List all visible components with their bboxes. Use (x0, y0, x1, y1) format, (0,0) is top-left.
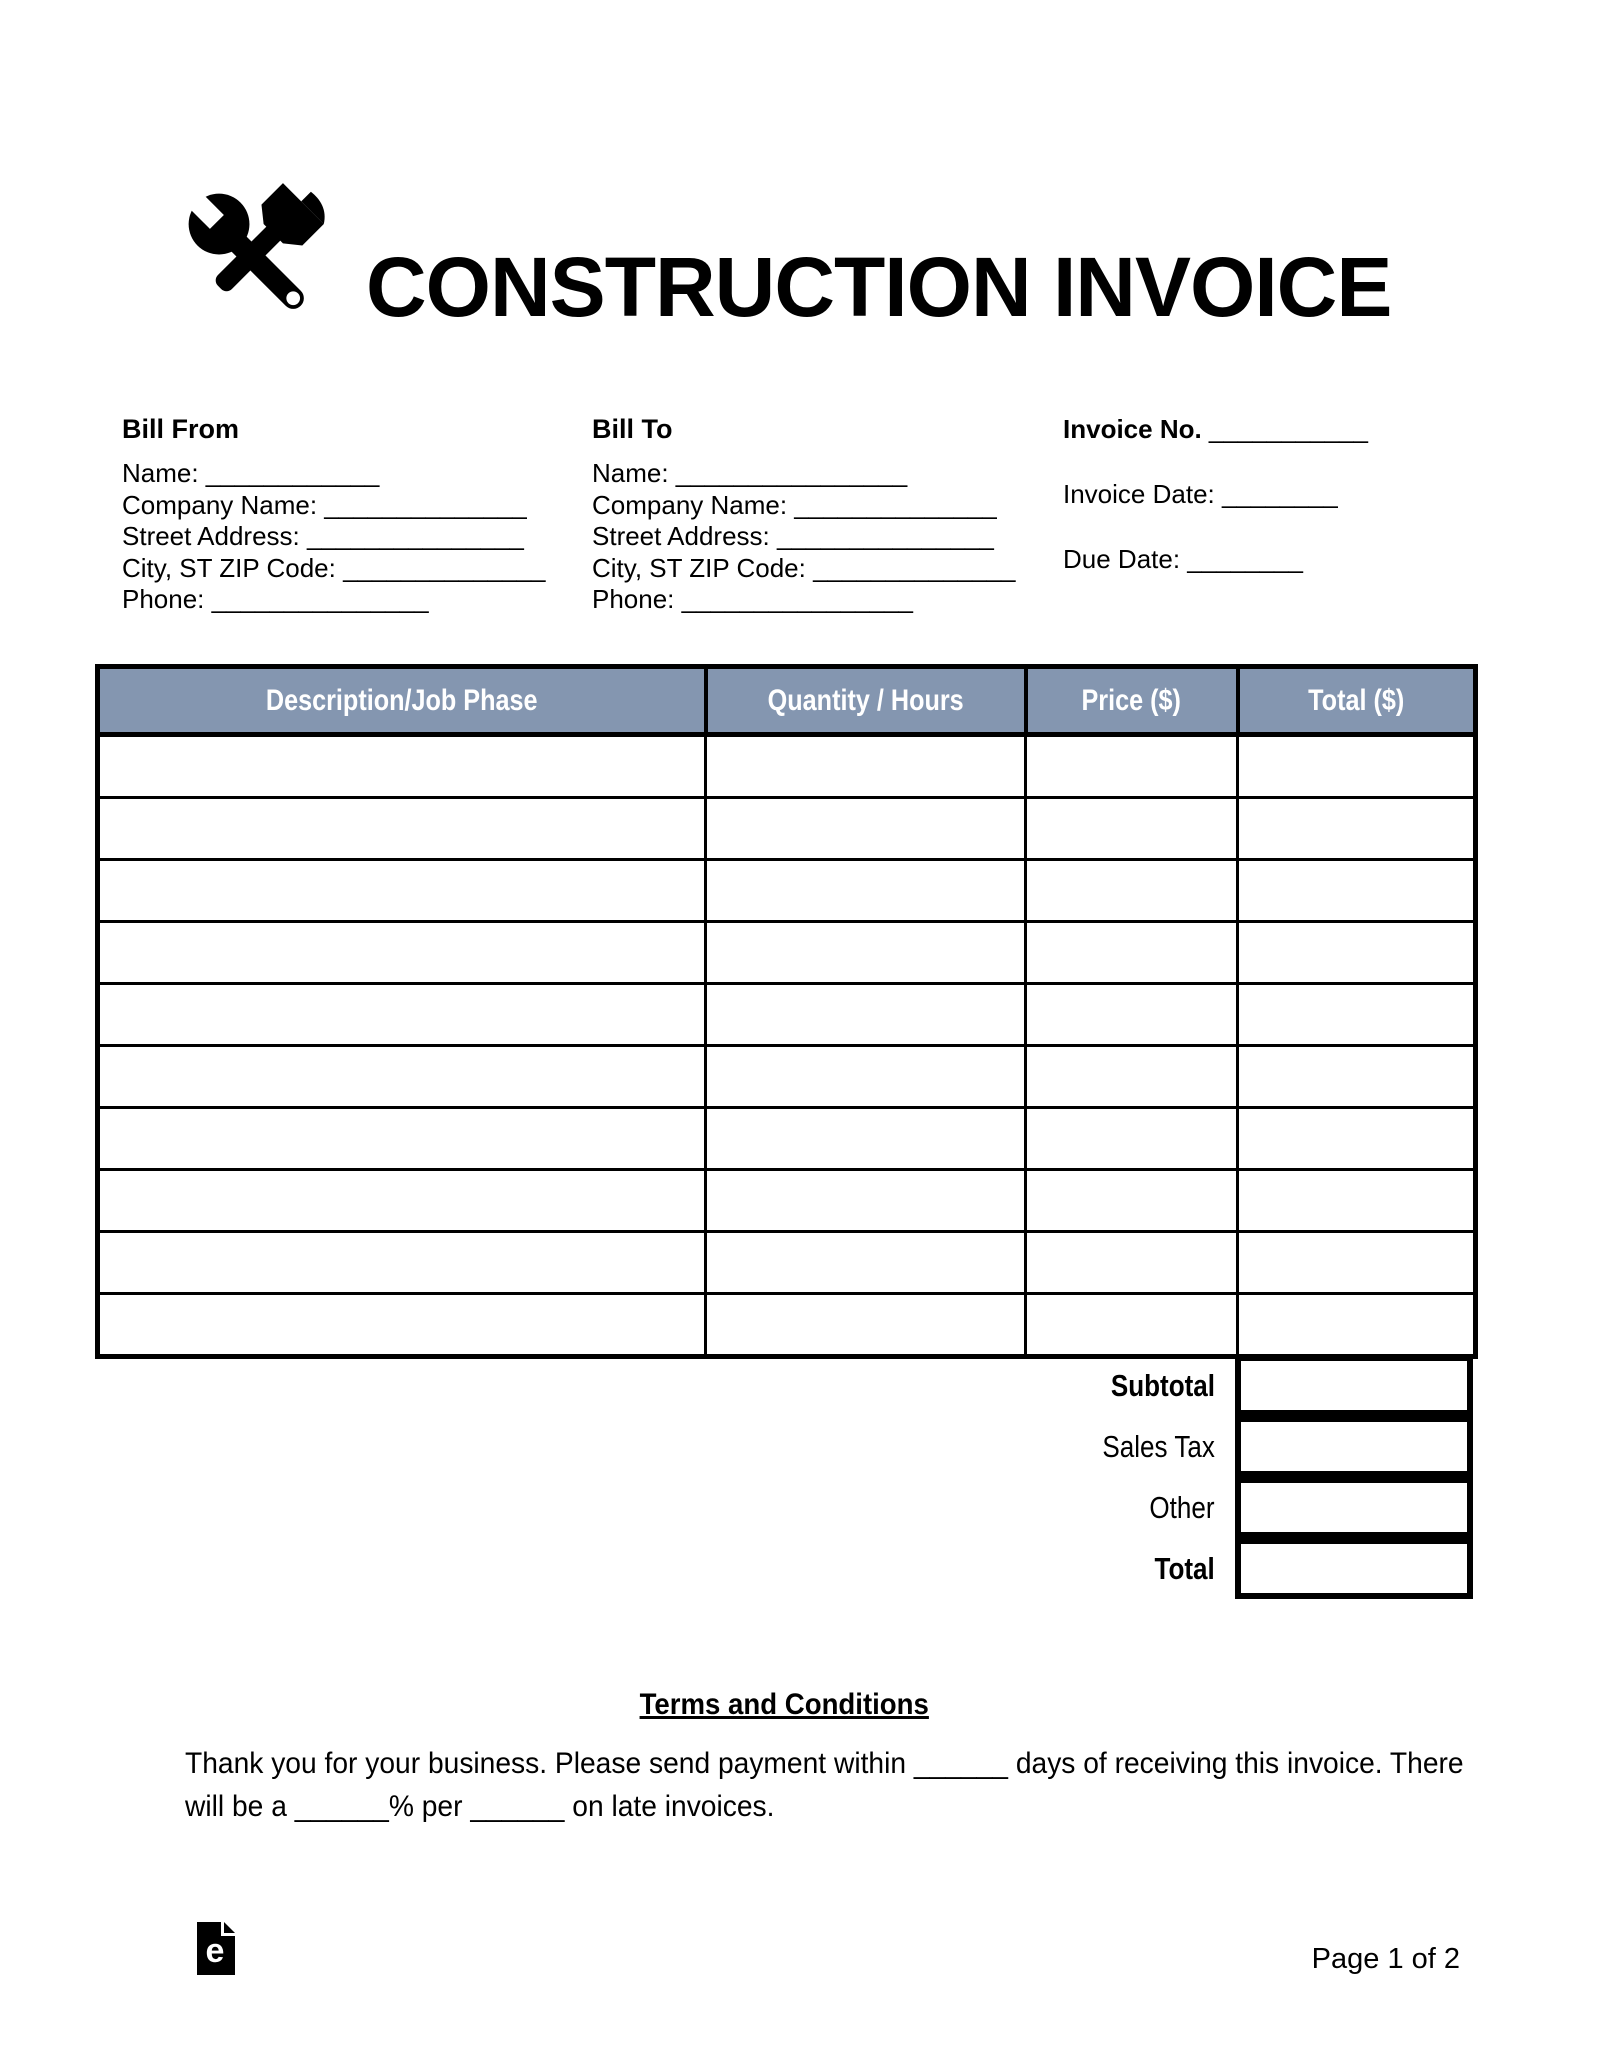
item-cell[interactable] (98, 1294, 706, 1357)
bill-from-company-field[interactable]: Company Name: ______________ (122, 489, 527, 520)
item-row (98, 735, 1476, 798)
item-cell[interactable] (1238, 798, 1476, 860)
item-cell[interactable] (1026, 1170, 1238, 1232)
bill-to-company-field[interactable]: Company Name: ______________ (592, 489, 997, 520)
item-row (98, 1108, 1476, 1170)
item-cell[interactable] (1238, 1046, 1476, 1108)
item-cell[interactable] (1238, 860, 1476, 922)
item-cell[interactable] (706, 798, 1026, 860)
other-value-box[interactable] (1235, 1477, 1473, 1538)
total-label: Total (1154, 1551, 1215, 1586)
item-cell[interactable] (98, 1108, 706, 1170)
item-cell[interactable] (706, 1108, 1026, 1170)
bill-to-section (592, 412, 1016, 616)
subtotal-row (95, 1355, 1473, 1416)
item-cell[interactable] (98, 922, 706, 984)
col-header-description: Description/Job Phase (98, 667, 706, 735)
item-row (98, 1294, 1476, 1357)
subtotal-label: Subtotal (1110, 1368, 1215, 1403)
items-table-header (98, 667, 1476, 735)
bill-to-street-field[interactable]: Street Address: _______________ (592, 521, 994, 551)
item-cell[interactable] (1026, 1294, 1238, 1357)
item-cell[interactable] (98, 1046, 706, 1108)
item-cell[interactable] (706, 1294, 1026, 1357)
item-cell[interactable] (1238, 984, 1476, 1046)
item-row (98, 798, 1476, 860)
bill-from-name-field[interactable]: Name: ____________ (122, 458, 380, 488)
total-row (95, 1538, 1473, 1599)
bill-from-street-field[interactable]: Street Address: _______________ (122, 521, 524, 551)
col-header-total: Total ($) (1238, 667, 1476, 735)
bill-from-phone-field[interactable]: Phone: _______________ (122, 584, 429, 614)
item-cell[interactable] (1238, 735, 1476, 798)
item-cell[interactable] (98, 1232, 706, 1294)
bill-from-city-field[interactable]: City, ST ZIP Code: ______________ (122, 552, 546, 583)
items-table (95, 664, 1478, 1359)
item-row (98, 1170, 1476, 1232)
item-cell[interactable] (98, 798, 706, 860)
items-table-body (98, 735, 1476, 1357)
item-row (98, 922, 1476, 984)
item-cell[interactable] (706, 984, 1026, 1046)
bill-from-heading: Bill From (122, 414, 240, 444)
bill-to-heading: Bill To (592, 414, 673, 444)
hammer-wrench-icon (178, 180, 330, 332)
svg-text:e: e (205, 1932, 225, 1970)
item-cell[interactable] (706, 860, 1026, 922)
invoice-number-label: Invoice No. (1063, 414, 1202, 444)
item-cell[interactable] (1238, 1170, 1476, 1232)
invoice-number-field[interactable] (1063, 412, 1368, 446)
sales-tax-row (95, 1416, 1473, 1477)
col-header-quantity: Quantity / Hours (706, 667, 1026, 735)
item-cell[interactable] (706, 1232, 1026, 1294)
item-cell[interactable] (1026, 984, 1238, 1046)
terms-heading: Terms and Conditions (639, 1688, 929, 1721)
page-indicator: Page 1 of 2 (1311, 1943, 1460, 1975)
item-cell[interactable] (98, 984, 706, 1046)
item-cell[interactable] (706, 922, 1026, 984)
item-row (98, 860, 1476, 922)
invoice-date-field[interactable]: Invoice Date: ________ (1063, 479, 1338, 509)
page-title: CONSTRUCTION INVOICE (366, 240, 1392, 334)
bill-to-phone-field[interactable]: Phone: ________________ (592, 584, 913, 614)
total-value-box[interactable] (1235, 1538, 1473, 1599)
invoice-number-blank[interactable]: ___________ (1201, 414, 1368, 444)
bill-to-city-field[interactable]: City, ST ZIP Code: ______________ (592, 552, 1016, 583)
item-cell[interactable] (1238, 1232, 1476, 1294)
other-row (95, 1477, 1473, 1538)
sales-tax-value-box[interactable] (1235, 1416, 1473, 1477)
subtotal-value-box[interactable] (1235, 1355, 1473, 1416)
item-cell[interactable] (1238, 1294, 1476, 1357)
item-cell[interactable] (1026, 922, 1238, 984)
item-cell[interactable] (1026, 860, 1238, 922)
invoice-meta-section (1063, 412, 1368, 607)
eforms-document-icon (197, 1922, 235, 1975)
item-cell[interactable] (98, 735, 706, 798)
item-row (98, 1046, 1476, 1108)
item-row (98, 1232, 1476, 1294)
item-cell[interactable] (1026, 1108, 1238, 1170)
bill-from-section (122, 412, 546, 616)
item-cell[interactable] (1238, 1108, 1476, 1170)
other-label: Other (1149, 1490, 1215, 1525)
item-cell[interactable] (1026, 735, 1238, 798)
item-cell[interactable] (98, 860, 706, 922)
item-cell[interactable] (1026, 798, 1238, 860)
item-cell[interactable] (98, 1170, 706, 1232)
item-cell[interactable] (706, 1170, 1026, 1232)
sales-tax-label: Sales Tax (1102, 1429, 1215, 1464)
item-cell[interactable] (706, 735, 1026, 798)
col-header-price: Price ($) (1026, 667, 1238, 735)
item-cell[interactable] (706, 1046, 1026, 1108)
terms-body-text: Thank you for your business. Please send payment within ______ days of receiving this invoice. There will be a ______% per ______ on late invoices. (185, 1747, 1464, 1823)
item-cell[interactable] (1026, 1046, 1238, 1108)
item-cell[interactable] (1238, 922, 1476, 984)
due-date-field[interactable]: Due Date: ________ (1063, 544, 1303, 574)
item-row (98, 984, 1476, 1046)
totals-section (95, 1355, 1473, 1599)
bill-to-name-field[interactable]: Name: ________________ (592, 458, 908, 488)
item-cell[interactable] (1026, 1232, 1238, 1294)
